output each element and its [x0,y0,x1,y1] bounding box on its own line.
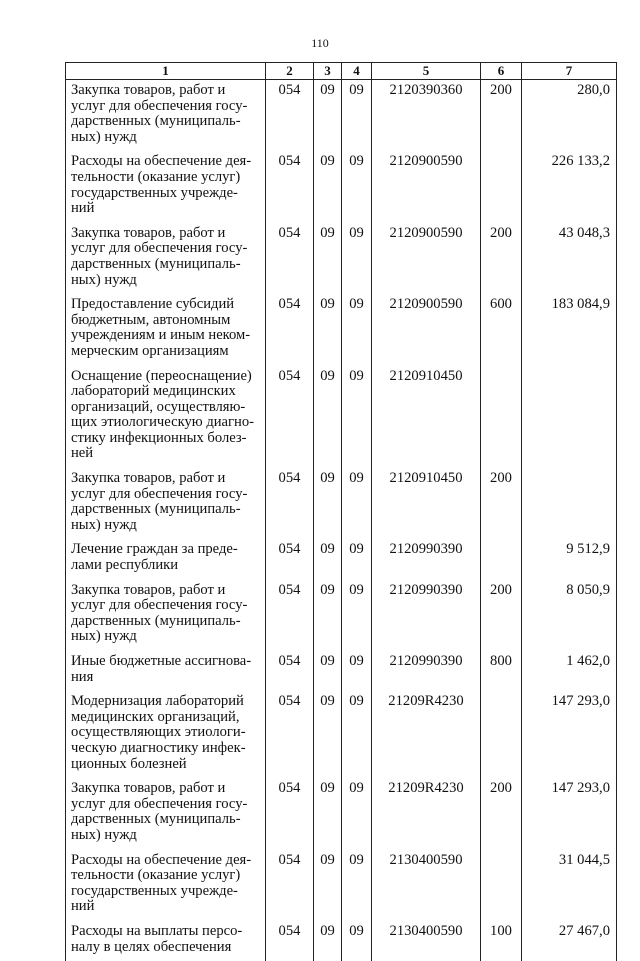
column-header: 2 [266,63,314,80]
item-name-cell [66,778,266,849]
target-article-cell: 21209R4230 [372,778,481,849]
item-name-cell [66,850,266,921]
item-name-line: Иные бюджетные ассигнова- [71,654,263,670]
item-name-cell [66,539,266,579]
amount-cell: 226 133,2 [522,151,617,222]
column-header: 4 [342,63,372,80]
target-article-cell: 2130400590 [372,850,481,921]
item-name-cell [66,366,266,469]
item-name-line: ных) нужд [71,273,263,289]
amount-cell: 280,0 [522,80,617,152]
item-name-line: дарственных (муниципаль- [71,257,263,273]
item-name-line: Закупка товаров, работ и [71,471,263,487]
item-name-line: услуг для обеспечения госу- [71,241,263,257]
item-name-line: государственных учрежде- [71,186,263,202]
item-name-line: дарственных (муниципаль- [71,614,263,630]
amount-cell: 31 044,5 [522,850,617,921]
expense-type-cell [481,539,522,579]
table-row [66,151,617,222]
item-name-line: услуг для обеспечения госу- [71,598,263,614]
item-name-line: осуществляющих этиологи- [71,725,263,741]
item-name-line: дарственных (муниципаль- [71,812,263,828]
subsection-code-cell: 09 [342,850,372,921]
item-name-cell [66,80,266,152]
item-name-line: ных) нужд [71,629,263,645]
item-name-line: мерческим организациям [71,344,263,360]
ministry-code-cell: 054 [266,778,314,849]
ministry-code-cell: 054 [266,539,314,579]
item-name-line: Расходы на обеспечение дея- [71,154,263,170]
item-name-cell [66,468,266,539]
expense-type-cell: 800 [481,651,522,691]
expense-type-cell: 600 [481,294,522,365]
item-name-line: бюджетным, автономным [71,313,263,329]
item-name-line: ний [71,201,263,217]
subsection-code-cell: 09 [342,80,372,152]
item-name-line: щих этиологическую диагно- [71,415,263,431]
item-name-line: ческую диагностику инфек- [71,741,263,757]
subsection-code-cell: 09 [342,366,372,469]
subsection-code-cell: 09 [342,778,372,849]
amount-cell [522,366,617,469]
table-body [66,80,617,961]
item-name-line: Лечение граждан за преде- [71,542,263,558]
column-header: 5 [372,63,481,80]
item-name-cell [66,294,266,365]
column-header: 6 [481,63,522,80]
subsection-code-cell: 09 [342,223,372,294]
item-name-line: тельности (оказание услуг) [71,868,263,884]
item-name-line: услуг для обеспечения госу- [71,99,263,115]
target-article-cell: 21209R4230 [372,691,481,778]
subsection-code-cell: 09 [342,651,372,691]
ministry-code-cell: 054 [266,691,314,778]
ministry-code-cell: 054 [266,651,314,691]
target-article-cell: 2130400590 [372,921,481,961]
expense-type-cell: 200 [481,80,522,152]
column-header: 7 [522,63,617,80]
amount-cell [522,468,617,539]
target-article-cell: 2120990390 [372,580,481,651]
expense-type-cell: 200 [481,468,522,539]
target-article-cell: 2120900590 [372,294,481,365]
expense-type-cell: 200 [481,223,522,294]
page-number: 110 [0,36,640,51]
ministry-code-cell: 054 [266,151,314,222]
target-article-cell: 2120990390 [372,539,481,579]
ministry-code-cell: 054 [266,580,314,651]
ministry-code-cell: 054 [266,850,314,921]
item-name-line: ния [71,670,263,686]
item-name-cell [66,580,266,651]
expense-type-cell: 200 [481,580,522,651]
ministry-code-cell: 054 [266,223,314,294]
expense-type-cell [481,366,522,469]
item-name-cell [66,921,266,961]
amount-cell: 8 050,9 [522,580,617,651]
expense-type-cell [481,691,522,778]
subsection-code-cell: 09 [342,539,372,579]
ministry-code-cell: 054 [266,921,314,961]
item-name-line: ней [71,446,263,462]
amount-cell: 147 293,0 [522,691,617,778]
item-name-line: Закупка товаров, работ и [71,583,263,599]
target-article-cell: 2120900590 [372,223,481,294]
item-name-cell [66,651,266,691]
table-row [66,691,617,778]
item-name-line: учреждениям и иным неком- [71,328,263,344]
section-code-cell: 09 [314,778,342,849]
table-row [66,850,617,921]
item-name-line: Расходы на обеспечение дея- [71,853,263,869]
table-row [66,223,617,294]
column-header: 3 [314,63,342,80]
section-code-cell: 09 [314,921,342,961]
item-name-line: Расходы на выплаты персо- [71,924,263,940]
item-name-line: государственных учрежде- [71,884,263,900]
amount-cell: 9 512,9 [522,539,617,579]
amount-cell: 1 462,0 [522,651,617,691]
item-name-cell [66,151,266,222]
item-name-line: услуг для обеспечения госу- [71,487,263,503]
table-row [66,468,617,539]
table-row [66,80,617,152]
section-code-cell: 09 [314,366,342,469]
ministry-code-cell: 054 [266,80,314,152]
item-name-line: ных) нужд [71,518,263,534]
section-code-cell: 09 [314,151,342,222]
item-name-line: тельности (оказание услуг) [71,170,263,186]
item-name-line: услуг для обеспечения госу- [71,797,263,813]
item-name-line: дарственных (муниципаль- [71,502,263,518]
expense-type-cell: 100 [481,921,522,961]
item-name-line: организаций, осуществляю- [71,400,263,416]
table-row [66,651,617,691]
item-name-line: ционных болезней [71,757,263,773]
table-header-row [66,63,617,80]
item-name-line: лами республики [71,558,263,574]
amount-cell: 183 084,9 [522,294,617,365]
target-article-cell: 2120990390 [372,651,481,691]
item-name-cell [66,223,266,294]
table-row [66,580,617,651]
item-name-line: Закупка товаров, работ и [71,781,263,797]
amount-cell: 27 467,0 [522,921,617,961]
item-name-cell [66,691,266,778]
section-code-cell: 09 [314,539,342,579]
target-article-cell: 2120910450 [372,366,481,469]
expense-type-cell: 200 [481,778,522,849]
section-code-cell: 09 [314,691,342,778]
ministry-code-cell: 054 [266,294,314,365]
section-code-cell: 09 [314,80,342,152]
item-name-line: Модернизация лабораторий [71,694,263,710]
target-article-cell: 2120910450 [372,468,481,539]
subsection-code-cell: 09 [342,921,372,961]
budget-table [65,62,617,961]
amount-cell: 43 048,3 [522,223,617,294]
target-article-cell: 2120900590 [372,151,481,222]
section-code-cell: 09 [314,294,342,365]
subsection-code-cell: 09 [342,468,372,539]
subsection-code-cell: 09 [342,151,372,222]
item-name-line: ний [71,899,263,915]
subsection-code-cell: 09 [342,580,372,651]
item-name-line: ных) нужд [71,130,263,146]
section-code-cell: 09 [314,468,342,539]
section-code-cell: 09 [314,580,342,651]
item-name-line: Предоставление субсидий [71,297,263,313]
expense-type-cell [481,151,522,222]
section-code-cell: 09 [314,223,342,294]
item-name-line: медицинских организаций, [71,710,263,726]
table-row [66,778,617,849]
table-row [66,366,617,469]
table-row [66,921,617,961]
subsection-code-cell: 09 [342,294,372,365]
item-name-line: налу в целях обеспечения [71,940,263,956]
item-name-line: лабораторий медицинских [71,384,263,400]
amount-cell: 147 293,0 [522,778,617,849]
item-name-line: Закупка товаров, работ и [71,226,263,242]
ministry-code-cell: 054 [266,468,314,539]
item-name-line: Оснащение (переоснащение) [71,369,263,385]
table-row [66,294,617,365]
item-name-line: дарственных (муниципаль- [71,114,263,130]
target-article-cell: 2120390360 [372,80,481,152]
section-code-cell: 09 [314,850,342,921]
subsection-code-cell: 09 [342,691,372,778]
item-name-line: Закупка товаров, работ и [71,83,263,99]
column-header: 1 [66,63,266,80]
expense-type-cell [481,850,522,921]
item-name-line: ных) нужд [71,828,263,844]
section-code-cell: 09 [314,651,342,691]
item-name-line: стику инфекционных болез- [71,431,263,447]
ministry-code-cell: 054 [266,366,314,469]
table-row [66,539,617,579]
